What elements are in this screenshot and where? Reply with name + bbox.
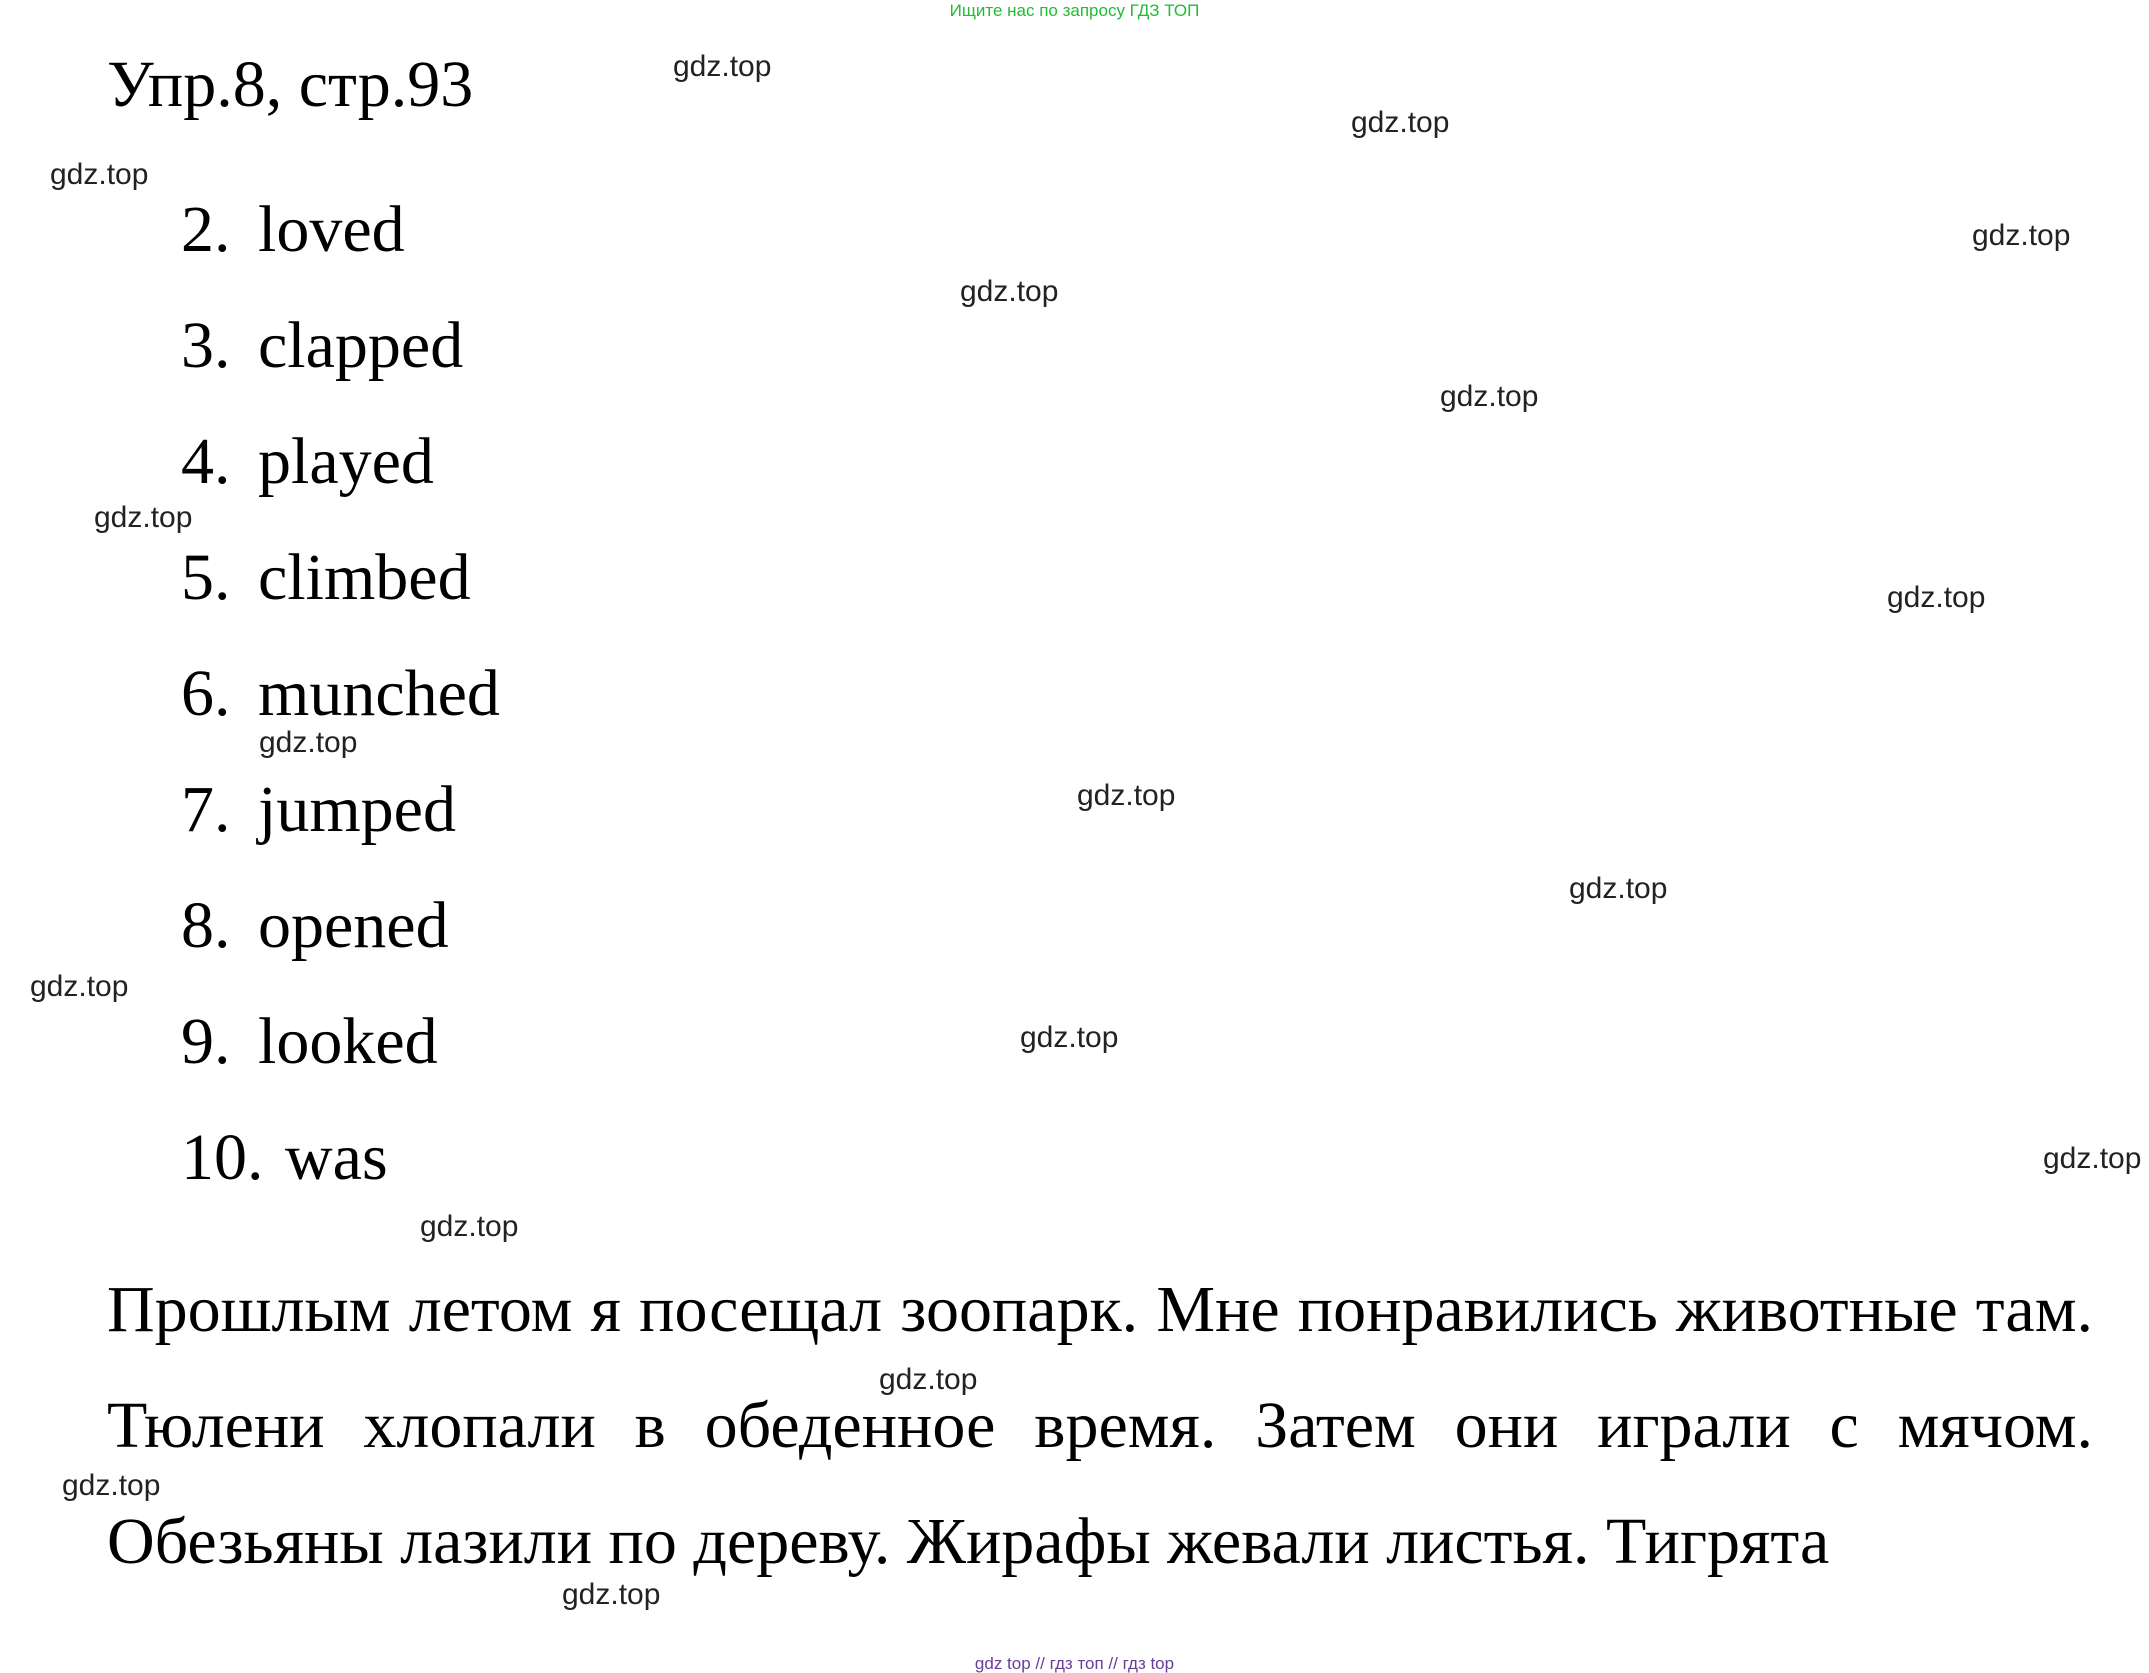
answer-word: opened xyxy=(258,889,449,962)
watermark: gdz.top xyxy=(1440,380,1539,413)
answer-word: looked xyxy=(258,1005,438,1078)
watermark: gdz.top xyxy=(1077,779,1176,812)
answer-number: 2. xyxy=(181,193,231,266)
watermark: gdz.top xyxy=(420,1210,519,1243)
footer: gdz top // гдз топ // гдз top xyxy=(974,1654,1175,1673)
answer-number: 10. xyxy=(181,1121,264,1194)
answer-number: 9. xyxy=(181,1005,231,1078)
watermark: gdz.top xyxy=(1351,106,1450,139)
watermark: gdz.top xyxy=(562,1578,661,1611)
answer-word: loved xyxy=(258,193,405,266)
watermark: gdz.top xyxy=(30,970,129,1003)
watermark: gdz.top xyxy=(62,1469,161,1502)
answer-item xyxy=(181,533,471,623)
answer-word: was xyxy=(285,1121,388,1194)
watermark: gdz.top xyxy=(50,158,149,191)
watermark: gdz.top xyxy=(1887,581,1986,614)
answer-item xyxy=(181,417,434,507)
answer-item xyxy=(181,301,463,391)
answer-item xyxy=(181,881,449,971)
answer-number: 8. xyxy=(181,889,231,962)
watermark: gdz.top xyxy=(2043,1142,2142,1175)
watermark: gdz.top xyxy=(259,726,358,759)
answer-item xyxy=(181,765,456,855)
answer-word: climbed xyxy=(258,541,471,614)
watermark: gdz.top xyxy=(94,501,193,534)
watermark: gdz.top xyxy=(1569,872,1668,905)
page-title: Упр.8, стр.93 xyxy=(107,48,474,121)
answer-word: munched xyxy=(258,657,500,730)
watermark: gdz.top xyxy=(960,275,1059,308)
answer-word: jumped xyxy=(258,773,456,846)
answer-word: clapped xyxy=(258,309,464,382)
translation-paragraph: Прошлым летом я посещал зоопарк. Мне понравились животные там. Тюлени хлопали в обеденное время. Затем они играли с мячом. Обезьяны лазили по дереву. Жирафы жевали листья. Тигрята xyxy=(107,1273,2093,1578)
watermark: gdz.top xyxy=(1972,219,2071,252)
answer-item xyxy=(181,997,438,1087)
answer-number: 3. xyxy=(181,309,231,382)
watermark: gdz.top xyxy=(1020,1021,1119,1054)
answer-number: 4. xyxy=(181,425,231,498)
watermark: gdz.top xyxy=(673,50,772,83)
answer-item xyxy=(181,185,405,275)
answer-number: 5. xyxy=(181,541,231,614)
answer-item xyxy=(181,1113,388,1203)
top-banner: Ищите нас по запросу ГДЗ ТОП xyxy=(949,1,1200,20)
answer-word: played xyxy=(258,425,434,498)
watermark: gdz.top xyxy=(879,1363,978,1396)
answer-number: 6. xyxy=(181,657,231,730)
answer-number: 7. xyxy=(181,773,231,846)
